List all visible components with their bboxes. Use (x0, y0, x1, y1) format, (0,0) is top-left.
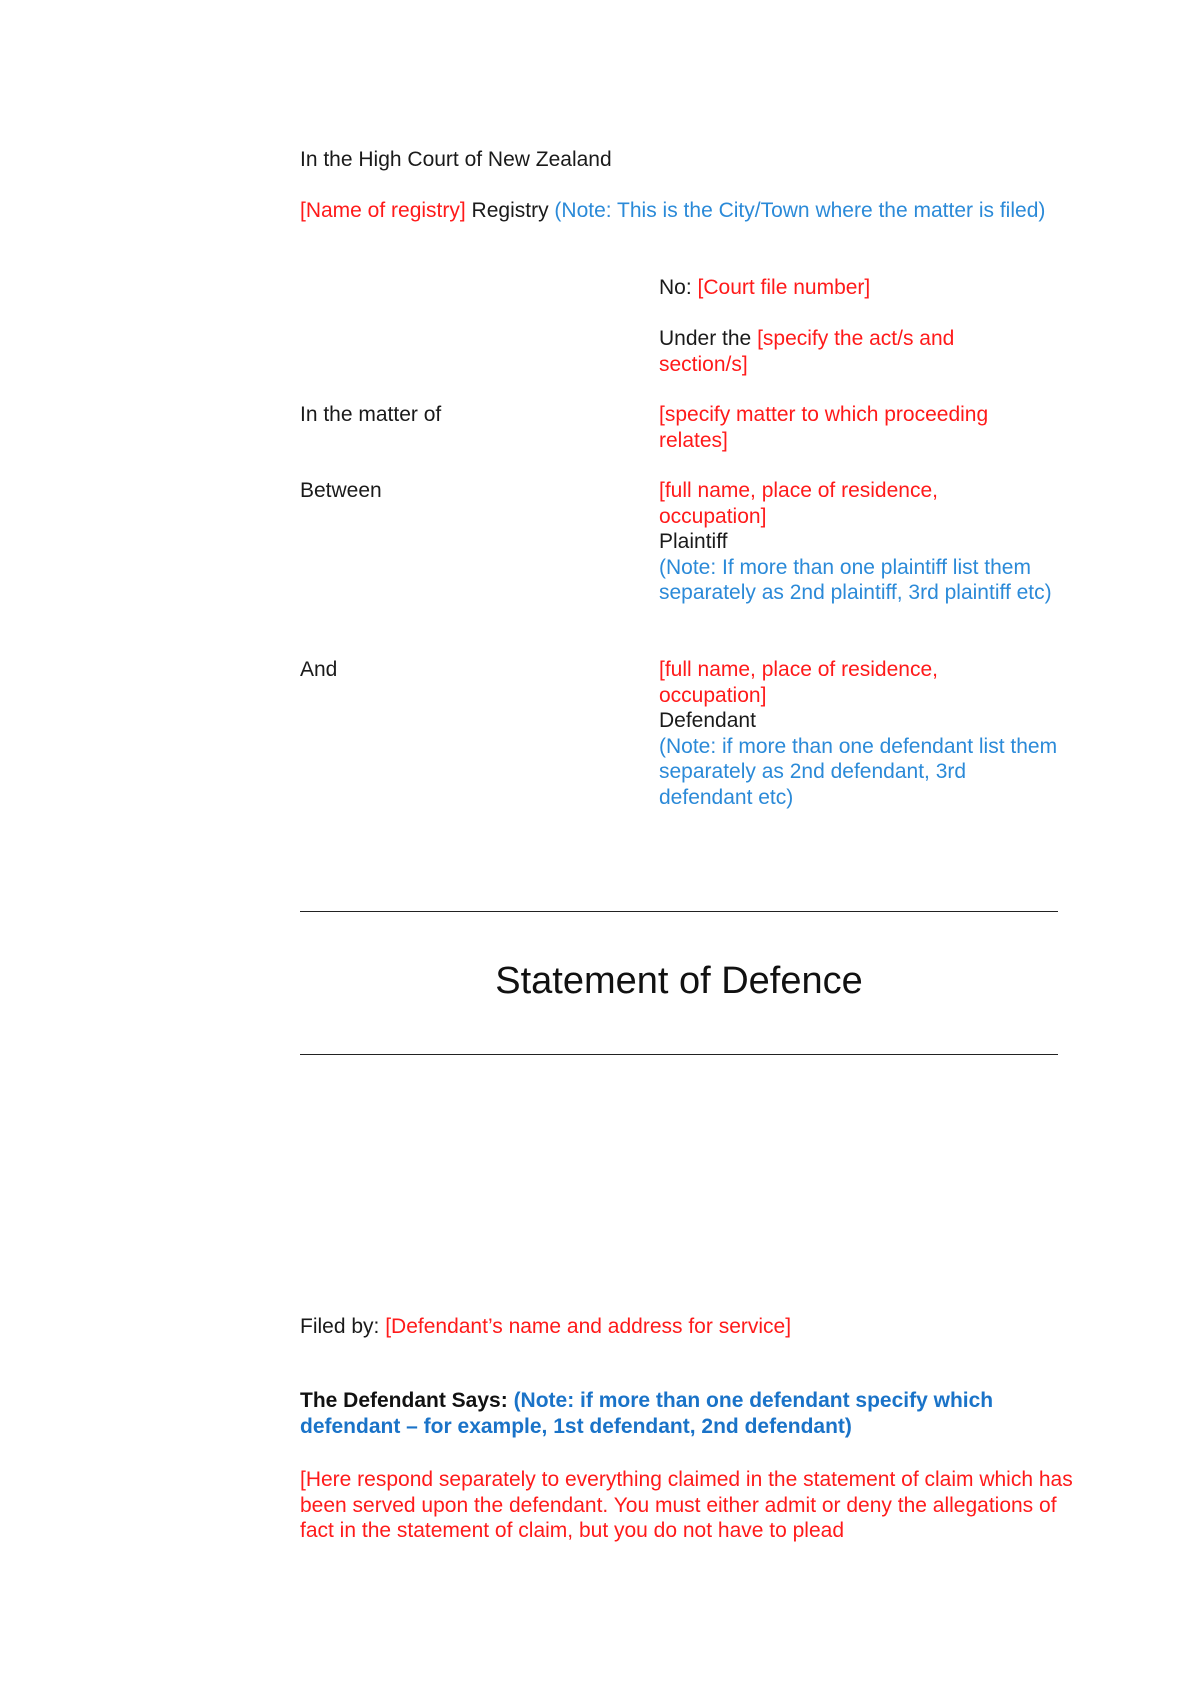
file-number-label: No: (659, 276, 698, 299)
title-rule-top (300, 911, 1058, 912)
registry-note: (Note: This is the City/Town where the matter is filed) (554, 199, 1046, 222)
plaintiff-note: (Note: If more than one plaintiff list them separately as 2nd plaintiff, 3rd plaintiff etc) (659, 555, 1052, 604)
between-label: Between (300, 479, 382, 502)
under-act-label: Under the (659, 327, 758, 350)
court-heading (300, 147, 612, 172)
plaintiff-role: Plaintiff (659, 530, 728, 553)
matter-value-line (659, 402, 1029, 453)
defendant-block (659, 657, 1079, 810)
court-name: In the High Court of New Zealand (300, 148, 612, 171)
defendant-says (300, 1388, 1080, 1440)
defendant-note: (Note: if more than one defendant list them separately as 2nd defendant, 3rd defendant etc) (659, 734, 1058, 809)
plaintiff-block (659, 478, 1079, 606)
and-label: And (300, 658, 338, 681)
filed-by-line (300, 1314, 791, 1339)
plaintiff-party: [full name, place of residence, occupation] (659, 479, 938, 528)
file-number-line (659, 275, 1079, 301)
defendant-party: [full name, place of residence, occupation] (659, 658, 938, 707)
registry-placeholder: [Name of registry] (300, 199, 466, 222)
filed-by-value: [Defendant’s name and address for service] (385, 1315, 792, 1338)
under-act-line (659, 326, 989, 377)
registry-word: Registry (465, 199, 555, 222)
response-instructions: [Here respond separately to everything claimed in the statement of claim which has been served upon the defendant. You must either admit or deny the allegations of fact in the statement of claim, but you do not have to plead (300, 1468, 1073, 1542)
defendant-role: Defendant (659, 709, 756, 732)
filed-by-label: Filed by: (300, 1315, 386, 1338)
registry-line (300, 198, 1070, 224)
title-rule-bottom (300, 1054, 1058, 1055)
defendant-says-note: (Note: if more than one defendant specify which defendant – for example, 1st defendant, 2nd defendant) (300, 1389, 994, 1438)
document-title: Statement of Defence (495, 960, 863, 1002)
under-act-value: [specify the act/s and section/s] (659, 327, 955, 376)
defendant-says-lead: The Defendant Says: (300, 1389, 514, 1412)
matter-value: [specify matter to which proceeding relates] (659, 403, 989, 452)
matter-label: In the matter of (300, 403, 442, 426)
file-number-value: [Court file number] (697, 276, 871, 299)
